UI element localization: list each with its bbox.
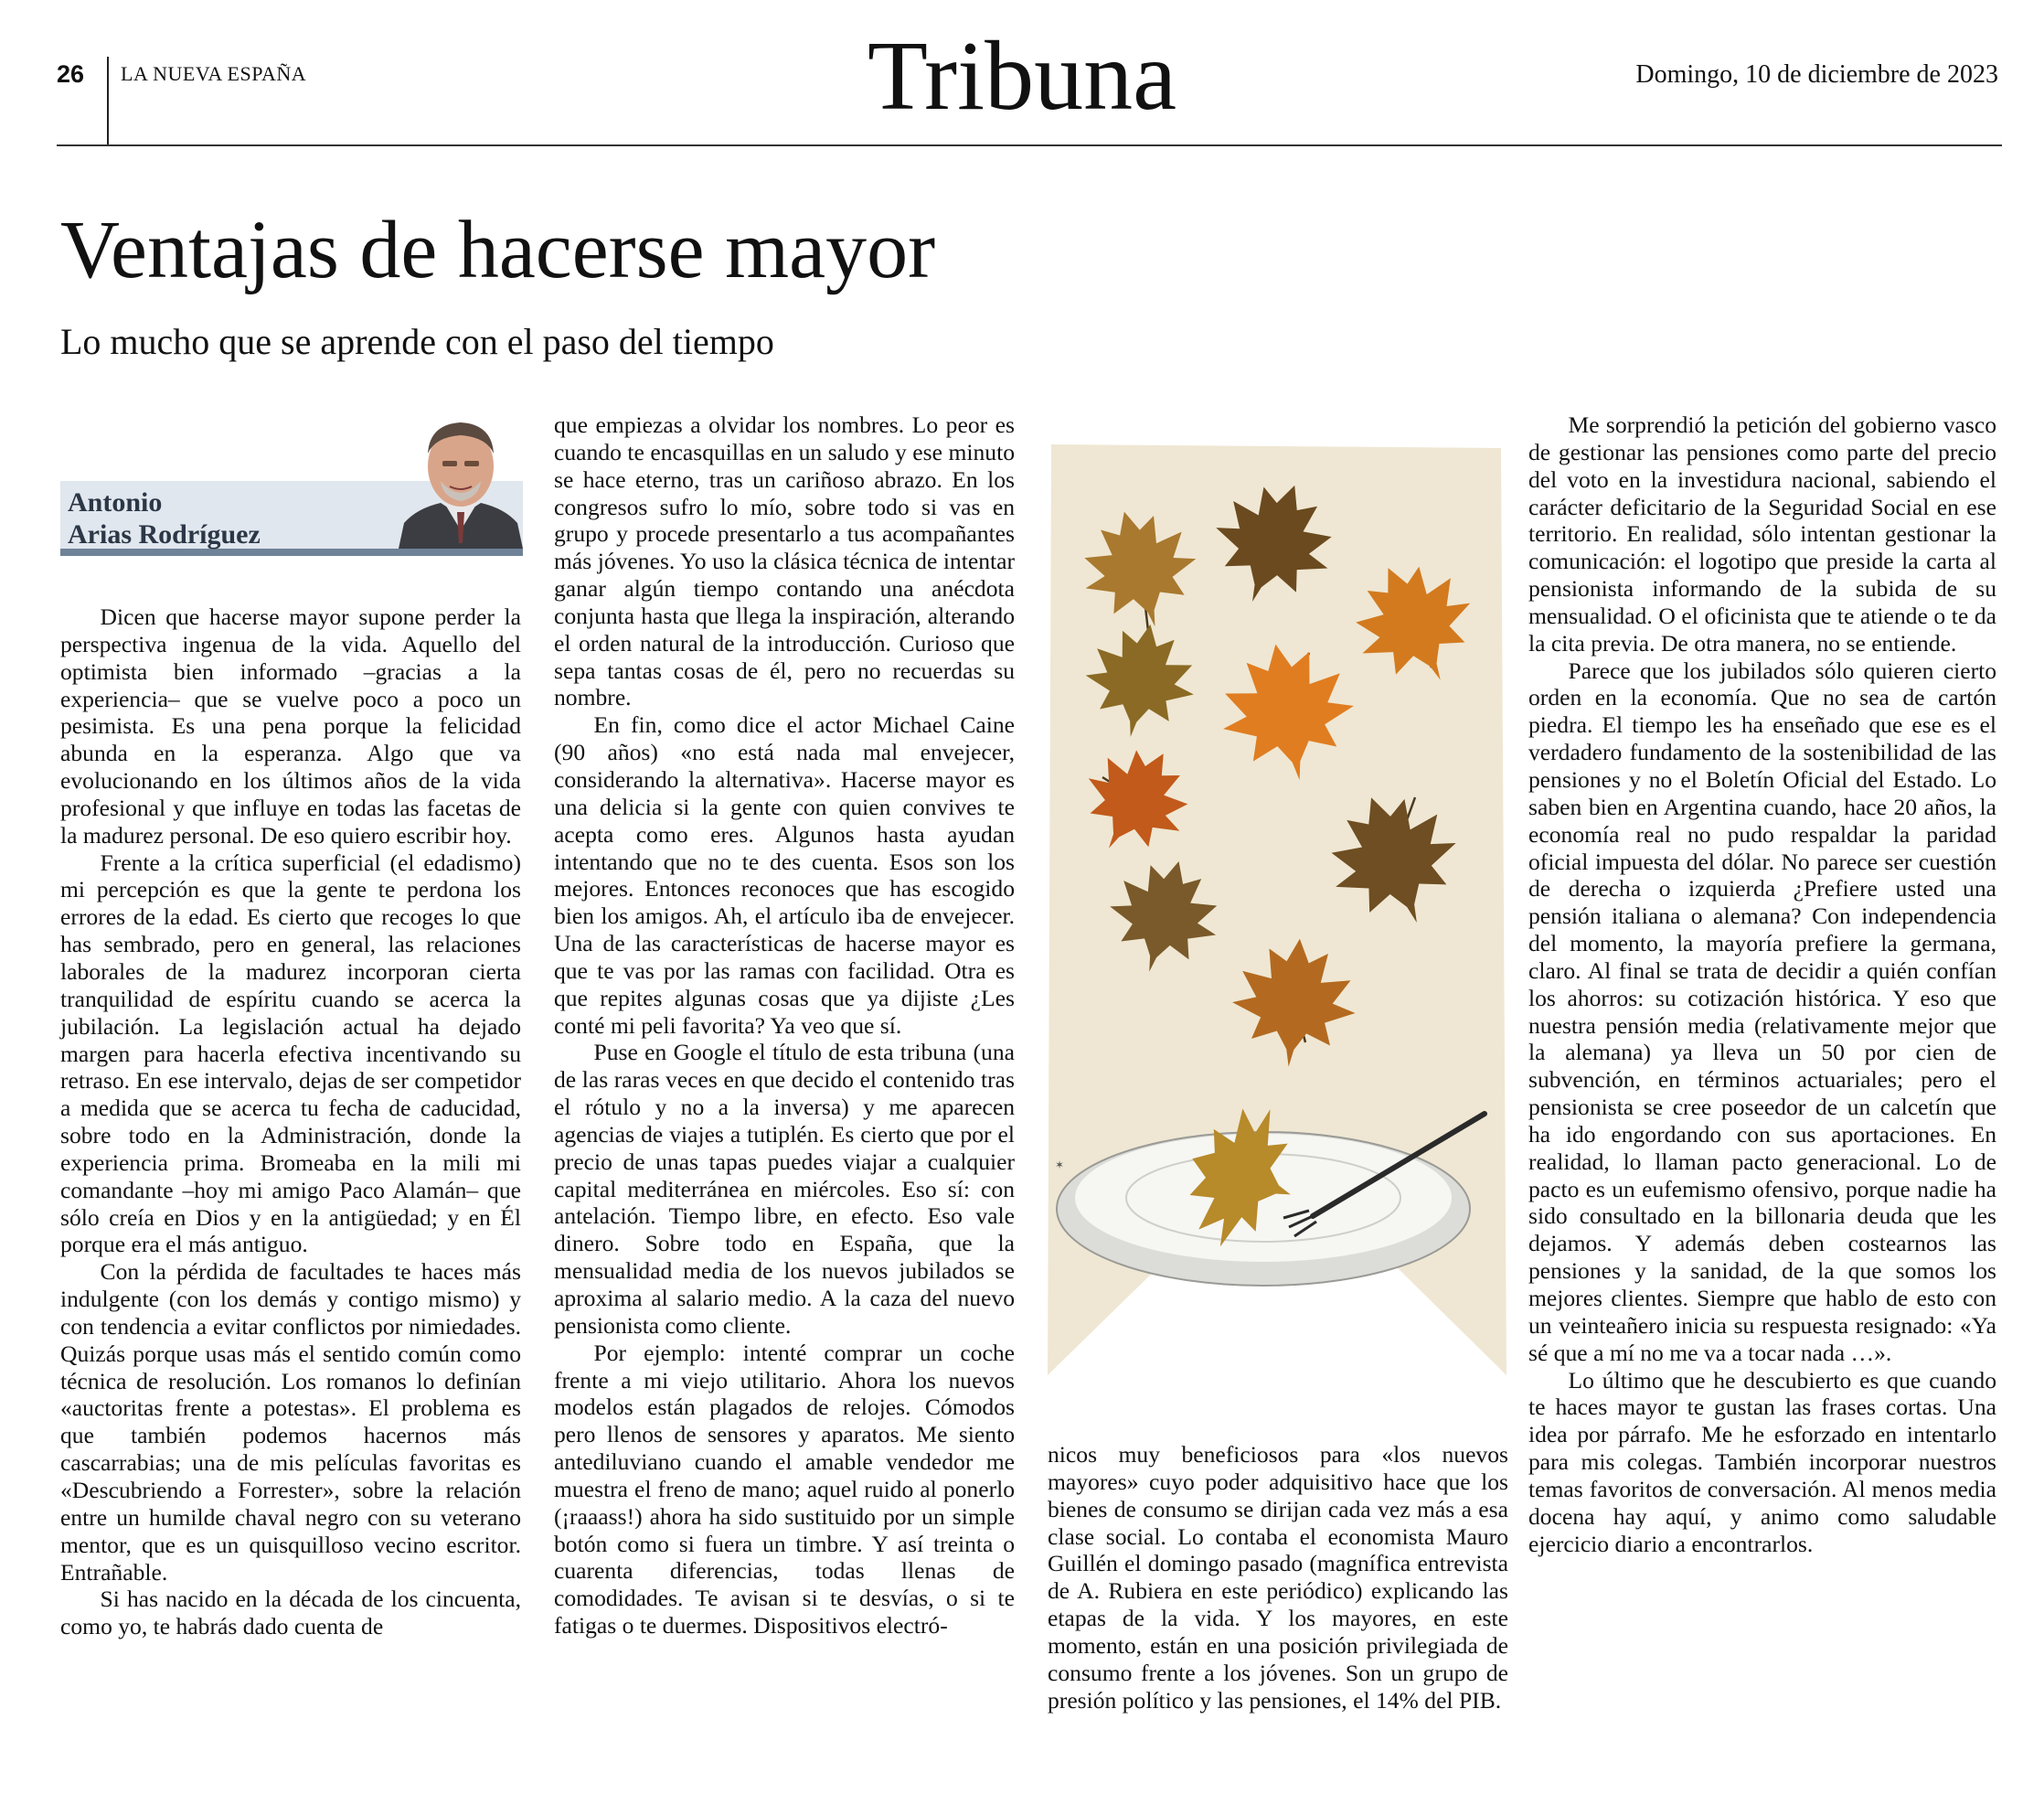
article-column-4 — [1528, 411, 1996, 1557]
author-byline — [60, 410, 523, 556]
author-last-name: Arias Rodríguez — [68, 519, 261, 550]
paragraph: Me sorprendió la petición del gobierno vasco de gestionar las pensiones como parte del precio del voto en la investidura nacional, sabiendo el carácter deficitario de la Seguridad Social en ese territorio. En realidad, sólo intentan gestionar la comunicación: el logotipo que preside la carta al pensionista informando de la subida de su mensualidad. O el oficinista que te atiende o te da la cita previa. De otra manera, no se entiende. — [1528, 411, 1996, 657]
paragraph: Dicen que hacerse mayor supone perder la perspectiva ingenua de la vida. Aquello del optimista bien informado –gracias a la experiencia– que se vuelve poco a poco un pesimista. Es una pena porque la felicidad abunda en la esperanza. Algo que va evolucionando en los últimos años de la vida profesional y que influye en todas las facetas de la madurez personal. De eso quiero escribir hoy. — [60, 603, 521, 849]
autumn-leaves-illustration — [1038, 439, 1514, 1384]
paragraph: que empiezas a olvidar los nombres. Lo peor es cuando te encasquillas en un saludo y ese minuto se hace eterno, tras un cariñoso abrazo. En los congresos sufro lo mío, sobre todo si vas en grupo y procede presentarlo a tus acompañantes más jóvenes. Yo uso la clásica técnica de intentar ganar algún tiempo contando una anécdota conjunta hasta que llega la inspiración, alterando el orden natural de la introducción. Curioso que sepa tantas cosas de él, pero no recuerdas su nombre. — [554, 411, 1015, 711]
newspaper-name: LA NUEVA ESPAÑA — [121, 62, 307, 85]
article-column-1 — [60, 603, 521, 1640]
article-headline: Ventajas de hacerse mayor — [60, 205, 936, 295]
header-rule — [57, 144, 2002, 146]
section-title: Tribuna — [867, 22, 1177, 131]
article-subheadline: Lo mucho que se aprende con el paso del tiempo — [60, 321, 774, 362]
paragraph: Por ejemplo: intenté comprar un coche frente a mi viejo utilitario. Ahora los nuevos modelos están plagados de relojes. Cómodos pero llenos de sensores y aparatos. Me siento antediluviano cuando el amable vendedor me muestra el freno de mano; aquel ruido al ponerlo (¡raaass!) ahora ha sido sustituido por un simple botón como si fuera un timbre. Y así treinta o cuarenta diferencias, todas llenas de comodidades. Te avisan si te desvías, o si te fatigas o te duermes. Dispositivos electró- — [554, 1339, 1015, 1639]
author-first-name: Antonio — [68, 487, 163, 518]
paragraph: Parece que los jubilados sólo quieren cierto orden en la economía. Que no sea de cartón piedra. El tiempo les ha enseñado que ese es el verdadero fundamento de la sostenibilidad de las pensiones y no el Boletín Oficial del Estado. Lo saben bien en Argentina cuando, hace 20 años, la economía real no pudo respaldar la paridad oficial impuesta del dólar. No parece ser cuestión de derecha o izquierda ¿Prefiere usted una pensión italiana o alemana? Con independencia del momento, la mayoría prefiere la germana, claro. Al final se trata de decidir a quién confían los ahorros: su cotización histórica. Y eso que nuestra pensión media (relativamente mejor que la alemana) ya lleva un 50 por cien de subvención, en términos actuariales; pero el pensionista se cree poseedor de un calcetín que ha ido engordando con sus aportaciones. En realidad, lo llaman pacto generacional. Lo de pacto es un eufemismo ofensivo, porque nadie ha sido consultado en la billonaria deuda que les dejamos. Y además deben costearnos las pensiones y la sanidad, de la que somos los mejores clientes. Siempre que hablo de esto con un veinteañero inicia su respuesta resignado: «Ya sé que a mí no me va a tocar nada …». — [1528, 657, 1996, 1366]
article-column-3 — [1048, 1441, 1508, 1714]
issue-date: Domingo, 10 de diciembre de 2023 — [1635, 60, 1998, 89]
paragraph: Frente a la crítica superficial (el edadismo) mi percepción es que la gente te perdona los errores de la edad. Es cierto que recoges lo que has sembrado, pero en general, las relaciones laborales de la madurez incorporan cierta tranquilidad de espíritu cuando se acerca la jubilación. La legislación actual ha dejado margen para hacerla efectiva incentivando su retraso. En ese intervalo, dejas de ser competidor a medida que se acerca tu fecha de caducidad, sobre todo en la Administración, donde la experiencia prima. Bromeaba en la mili mi comandante –hoy mi amigo Paco Alamán– que sólo creía en Dios y en la antigüedad; y en Él porque era el más antiguo. — [60, 849, 521, 1258]
paragraph: Lo último que he descubierto es que cuando te haces mayor te gustan las frases cortas. Una idea por párrafo. Me he esforzado en intentarlo para mis colegas. También incorporar nuestros temas favoritos de conversación. Al menos media docena hay aquí, y animo como saludable ejercicio diario a encontrarlos. — [1528, 1366, 1996, 1557]
page-number: 26 — [57, 60, 85, 88]
author-name — [68, 486, 261, 550]
illustrator-mark: ✶ — [1055, 1159, 1065, 1171]
paragraph: Con la pérdida de facultades te haces más indulgente (con los demás y contigo mismo) y con tendencia a evitar conflictos por nimiedades. Quizás porque usas más el sentido común como técnica de resolución. Los romanos lo definían «auctoritas frente a potestas». El problema es que también podemos hacernos más cascarrabias; una de mis películas favoritas es «Descubriendo a Forrester», sobre la relación entre un humilde chaval negro con su veterano mentor, que es un quisquilloso vecino escritor. Entrañable. — [60, 1258, 521, 1586]
article-column-2 — [554, 411, 1015, 1639]
paragraph: Si has nacido en la década de los cincuenta, como yo, te habrás dado cuenta de — [60, 1586, 521, 1640]
paragraph: Puse en Google el título de esta tribuna (una de las raras veces en que decido el contenido tras el rótulo y no a la inversa) y me aparecen agencias de viajes a tutiplén. Es cierto que por el precio de unas tapas puedes viajar a cualquier capital mediterránea en miércoles. Eso sí: con antelación. Tiempo libre, en efecto. Eso vale dinero. Sobre todo en España, que la mensualidad media de los nuevos jubilados se aproxima al salario medio. A la caza del nuevo pensionista como cliente. — [554, 1039, 1015, 1339]
author-portrait — [399, 410, 523, 549]
paragraph: nicos muy beneficiosos para «los nuevos mayores» cuyo poder adquisitivo hace que los bienes de consumo se dirijan cada vez más a esa clase social. Lo contaba el economista Mauro Guillén el domingo pasado (magnífica entrevista de A. Rubiera en este periódico) explicando las etapas de la vida. Y los mayores, en este momento, están en una posición privilegiada de consumo frente a los jóvenes. Son un grupo de presión político y las pensiones, el 14% del PIB. — [1048, 1441, 1508, 1714]
paragraph: En fin, como dice el actor Michael Caine (90 años) «no está nada mal envejecer, considerando la alternativa». Hacerse mayor es una delicia si la gente con quien convives te acepta como eres. Algunos hasta ayudan intentando que no te des cuenta. Esos son los mejores. Entonces reconoces que has escogido bien los amigos. Ah, el artículo iba de envejecer. Una de las características de hacerse mayor es que te vas por las ramas con facilidad. Otra es que repites algunas cosas que ya dijiste ¿Les conté mi peli favorita? Ya veo que sí. — [554, 711, 1015, 1039]
